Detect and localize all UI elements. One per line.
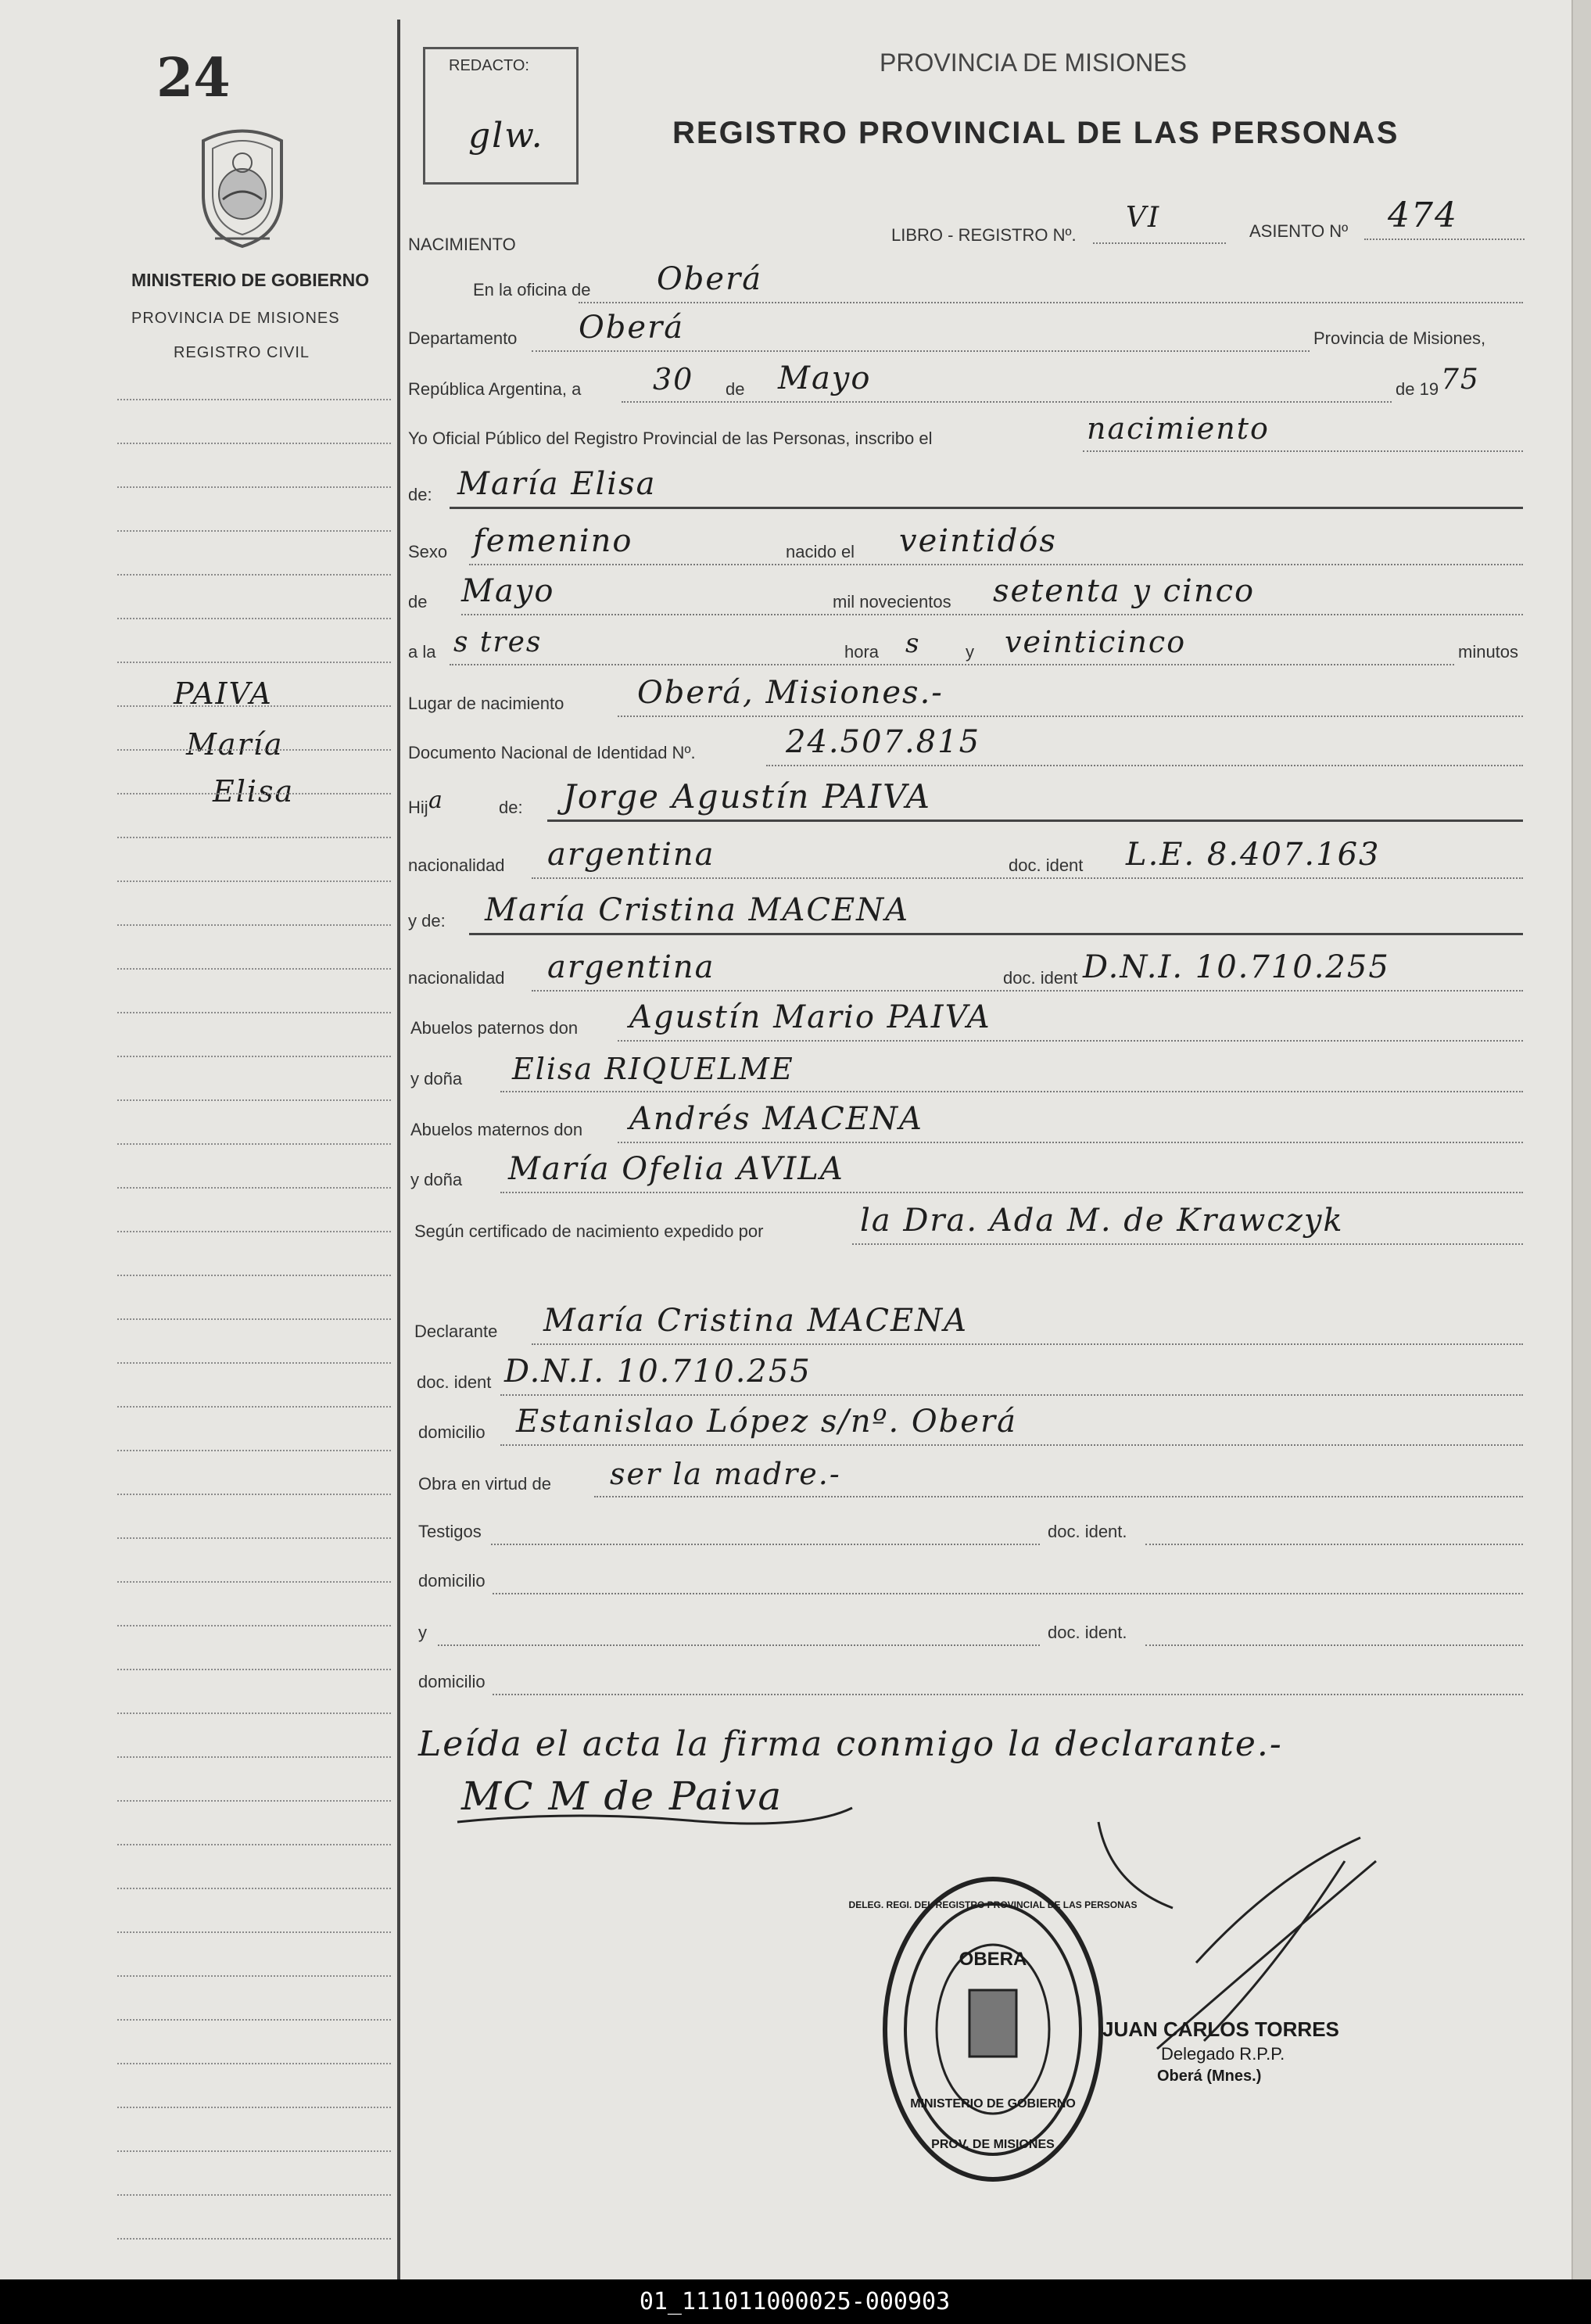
seal-bottom-text: PROV. DE MISIONES — [931, 2138, 1055, 2151]
margin-note-surname: PAIVA — [174, 676, 273, 711]
fill-line — [469, 564, 1523, 565]
label-doc1-label: doc. ident — [1009, 855, 1084, 875]
label-hijo-label: Hij — [408, 798, 428, 817]
margin-ruled-line — [117, 1888, 391, 1889]
margin-ruled-line — [117, 1844, 391, 1845]
margin-ruled-line — [117, 2194, 391, 2196]
footer-code: 01_111011000025-000903 — [0, 2279, 1589, 2324]
margin-ruled-line — [117, 1537, 391, 1539]
margin-ruled-line — [117, 1800, 391, 1802]
label-nacido-label: nacido el — [786, 542, 855, 561]
value-year-value: 75 — [1441, 364, 1480, 396]
margin-ruled-line — [117, 2019, 391, 2021]
margin-ruled-line — [117, 2238, 391, 2240]
label-mil-label: mil novecientos — [833, 592, 951, 611]
value-ydona1-value: Elisa RIQUELME — [512, 1052, 794, 1086]
declarant-signature: MC M de Paiva — [461, 1773, 783, 1819]
value-month-value: Mayo — [778, 360, 872, 396]
page-number: 24 — [156, 47, 231, 109]
redacto-box — [423, 47, 579, 185]
margin-ruled-line — [117, 1975, 391, 1977]
fill-line — [532, 877, 1523, 879]
official-place: Oberá (Mnes.) — [1157, 2068, 1262, 2085]
margin-ruled-line — [117, 1581, 391, 1583]
label-yde-label: y de: — [408, 911, 446, 931]
margin-ruled-line — [117, 968, 391, 970]
fill-line — [493, 1694, 1523, 1695]
value-cert-value: la Dra. Ada M. de Krawczyk — [860, 1203, 1344, 1239]
label-abmat-label: Abuelos maternos don — [410, 1120, 583, 1139]
value-abpat-value: Agustín Mario PAIVA — [629, 999, 991, 1035]
margin-ruled-line — [117, 1756, 391, 1758]
label-minutos-label: minutos — [1458, 642, 1519, 662]
value-obra-value: ser la madre.- — [610, 1457, 841, 1491]
header-registry: REGISTRO PROVINCIAL DE LAS PERSONAS — [672, 116, 1399, 150]
underline — [547, 819, 1523, 822]
underline — [450, 507, 1523, 509]
label-testigos-label: Testigos — [418, 1522, 482, 1541]
label-ydona1-label: y doña — [410, 1069, 463, 1088]
value-name-value: María Elisa — [457, 466, 657, 502]
fill-line — [500, 1394, 1523, 1396]
value-declarante-value: María Cristina MACENA — [543, 1303, 969, 1339]
margin-ruled-line — [117, 880, 391, 882]
value-dni-value: 24.507.815 — [786, 724, 981, 760]
label-alas-label: a la — [408, 642, 436, 662]
fill-line — [438, 1644, 1040, 1646]
margin-ruled-line — [117, 662, 391, 663]
value-mes-value: Mayo — [461, 573, 555, 609]
registry-seal — [848, 1873, 1138, 2186]
label-y-label: y — [966, 642, 974, 662]
header-province: PROVINCIA DE MISIONES — [880, 48, 1187, 77]
value-mil-value: setenta y cinco — [993, 573, 1256, 609]
label-decl-doc-label: doc. ident — [417, 1372, 492, 1392]
fill-line — [766, 765, 1523, 766]
label-domicilio3-label: domicilio — [418, 1672, 486, 1691]
margin-ruled-line — [117, 486, 391, 488]
label-year-label: de 19 — [1396, 379, 1439, 399]
value-ydona2-value: María Ofelia AVILA — [508, 1151, 844, 1187]
fill-line — [1083, 450, 1523, 452]
fill-line — [618, 1040, 1523, 1042]
margin-ruled-line — [117, 530, 391, 532]
margin-ruled-line — [117, 1099, 391, 1101]
value-sexo-value: femenino — [473, 523, 633, 559]
label-de-mes-label: de — [408, 592, 428, 611]
adjacent-page-edge — [1571, 0, 1591, 2279]
fill-line — [579, 302, 1523, 303]
value-lugar-value: Oberá, Misiones.- — [637, 675, 944, 711]
label-nac1-label: nacionalidad — [408, 855, 505, 875]
margin-ruled-line — [117, 705, 391, 707]
fill-line — [622, 401, 1392, 403]
value-nac2-value: argentina — [547, 949, 715, 985]
official-name: JUAN CARLOS TORRES — [1102, 2017, 1339, 2041]
fill-line — [1145, 1644, 1523, 1646]
act-type-label: NACIMIENTO — [408, 235, 516, 254]
label-hijo-de-label: de: — [499, 798, 523, 817]
margin-ruled-line — [117, 1143, 391, 1145]
label-provincia-suffix: Provincia de Misiones, — [1313, 328, 1486, 348]
margin-ruled-line — [117, 1231, 391, 1232]
value-hora-value: s — [905, 628, 921, 659]
ministry-office: REGISTRO CIVIL — [174, 344, 310, 361]
value-abmat-value: Andrés MACENA — [629, 1101, 923, 1137]
fill-line — [500, 1091, 1523, 1092]
margin-ruled-line — [117, 924, 391, 926]
ministry-title: MINISTERIO DE GOBIERNO — [131, 270, 370, 290]
value-minutos-value: veinticinco — [1005, 625, 1187, 659]
asiento-value: 474 — [1388, 195, 1458, 235]
value-nac1-value: argentina — [547, 837, 715, 873]
value-day-value: 30 — [653, 362, 694, 396]
value-decl-doc-value: D.N.I. 10.710.255 — [504, 1354, 812, 1390]
margin-ruled-line — [117, 1318, 391, 1320]
label-departamento-label: Departamento — [408, 328, 518, 348]
asiento-label: ASIENTO Nº — [1249, 221, 1349, 241]
label-dni-label: Documento Nacional de Identidad Nº. — [408, 743, 696, 762]
margin-ruled-line — [117, 1713, 391, 1714]
margin-ruled-line — [117, 574, 391, 576]
value-doc1-value: L.E. 8.407.163 — [1126, 837, 1381, 873]
seal-outer-text: DELEG. REGI. DEL REGISTRO PROVINCIAL DE LAS PERSONAS — [848, 1899, 1138, 1910]
fill-line — [491, 1544, 1040, 1545]
fill-line — [1145, 1544, 1523, 1545]
province-emblem-icon — [188, 125, 297, 250]
label-sexo-label: Sexo — [408, 542, 448, 561]
label-doc-ident-label2: doc. ident. — [1048, 1623, 1127, 1642]
seal-inner-text: MINISTERIO DE GOBIERNO — [910, 2097, 1076, 2111]
margin-note-second-name: Elisa — [213, 774, 295, 809]
margin-ruled-line — [117, 1494, 391, 1495]
label-inscribo-label: Yo Oficial Público del Registro Provincial de las Personas, inscribo el — [408, 429, 933, 448]
margin-ruled-line — [117, 618, 391, 619]
margin-ruled-line — [117, 1275, 391, 1276]
fill-line — [450, 664, 1454, 665]
libro-value: VI — [1126, 202, 1161, 234]
margin-ruled-line — [117, 1450, 391, 1451]
value-alas-value: s tres — [453, 626, 543, 658]
closing-note: Leída el acta la firma conmigo la declarante.- — [418, 1724, 1283, 1764]
margin-ruled-line — [117, 443, 391, 444]
libro-label: LIBRO - REGISTRO Nº. — [891, 225, 1077, 245]
value-doc2-value: D.N.I. 10.710.255 — [1083, 949, 1390, 985]
fill-line — [532, 350, 1310, 352]
margin-ruled-line — [117, 793, 391, 794]
fill-line — [493, 1593, 1523, 1594]
value-inscribo-value: nacimiento — [1087, 411, 1270, 446]
label-y2-label: y — [418, 1623, 427, 1642]
fill-line — [618, 715, 1523, 717]
margin-ruled-line — [117, 1012, 391, 1013]
margin-ruled-line — [117, 1362, 391, 1364]
label-lugar-label: Lugar de nacimiento — [408, 694, 564, 713]
label-abpat-label: Abuelos paternos don — [410, 1018, 579, 1038]
fill-line — [852, 1243, 1523, 1245]
label-doc2-label: doc. ident — [1003, 968, 1078, 988]
label-domicilio-label: domicilio — [418, 1422, 486, 1442]
label-republica-label: República Argentina, a — [408, 379, 582, 399]
margin-ruled-line — [117, 1056, 391, 1057]
redacto-value: glw. — [468, 116, 544, 156]
redacto-label: REDACTO: — [449, 57, 529, 74]
ministry-province: PROVINCIA DE MISIONES — [131, 310, 340, 327]
page-frame-line — [397, 20, 400, 2279]
label-cert-label: Según certificado de nacimiento expedido por — [414, 1221, 764, 1241]
margin-ruled-line — [117, 1625, 391, 1626]
label-ydona2-label: y doña — [410, 1170, 463, 1189]
value-departamento-value: Oberá — [579, 310, 685, 346]
fill-line — [500, 1444, 1523, 1446]
label-oficina-label: En la oficina de — [473, 280, 591, 299]
label-doc-ident-label1: doc. ident. — [1048, 1522, 1127, 1541]
margin-ruled-line — [117, 749, 391, 751]
fill-line — [594, 1496, 1523, 1497]
value-padre-value: Jorge Agustín PAIVA — [563, 777, 931, 816]
label-hora-label: hora — [844, 642, 880, 662]
fill-line — [500, 1192, 1523, 1193]
margin-ruled-line — [117, 399, 391, 400]
label-de-colon-label: de: — [408, 485, 432, 504]
value-nacido-value: veintidós — [899, 523, 1057, 559]
margin-ruled-line — [117, 1931, 391, 1933]
fill-line — [532, 1343, 1523, 1345]
signature-underline — [453, 1799, 860, 1830]
margin-ruled-line — [117, 1406, 391, 1408]
margin-ruled-line — [117, 2107, 391, 2108]
margin-ruled-line — [117, 2150, 391, 2152]
value-madre-value: María Cristina MACENA — [485, 892, 910, 928]
official-title: Delegado R.P.P. — [1161, 2044, 1285, 2064]
margin-ruled-line — [117, 2063, 391, 2064]
label-declarante-label: Declarante — [414, 1322, 498, 1341]
label-de-label: de — [726, 379, 745, 399]
value-hijo-suffix: a — [428, 787, 444, 814]
margin-ruled-line — [117, 1187, 391, 1189]
label-nac2-label: nacionalidad — [408, 968, 505, 988]
underline — [469, 933, 1523, 935]
fill-line — [461, 614, 1523, 615]
label-domicilio2-label: domicilio — [418, 1571, 486, 1591]
fill-line — [532, 990, 1523, 992]
value-domicilio-value: Estanislao López s/nº. Oberá — [516, 1404, 1017, 1440]
margin-note-first-name: María — [186, 727, 284, 762]
margin-ruled-line — [117, 1669, 391, 1670]
fill-line — [618, 1142, 1523, 1143]
label-obra-label: Obra en virtud de — [418, 1474, 551, 1494]
value-oficina-value: Oberá — [657, 261, 763, 297]
margin-ruled-line — [117, 837, 391, 838]
seal-top-text: OBERA — [959, 1949, 1027, 1970]
